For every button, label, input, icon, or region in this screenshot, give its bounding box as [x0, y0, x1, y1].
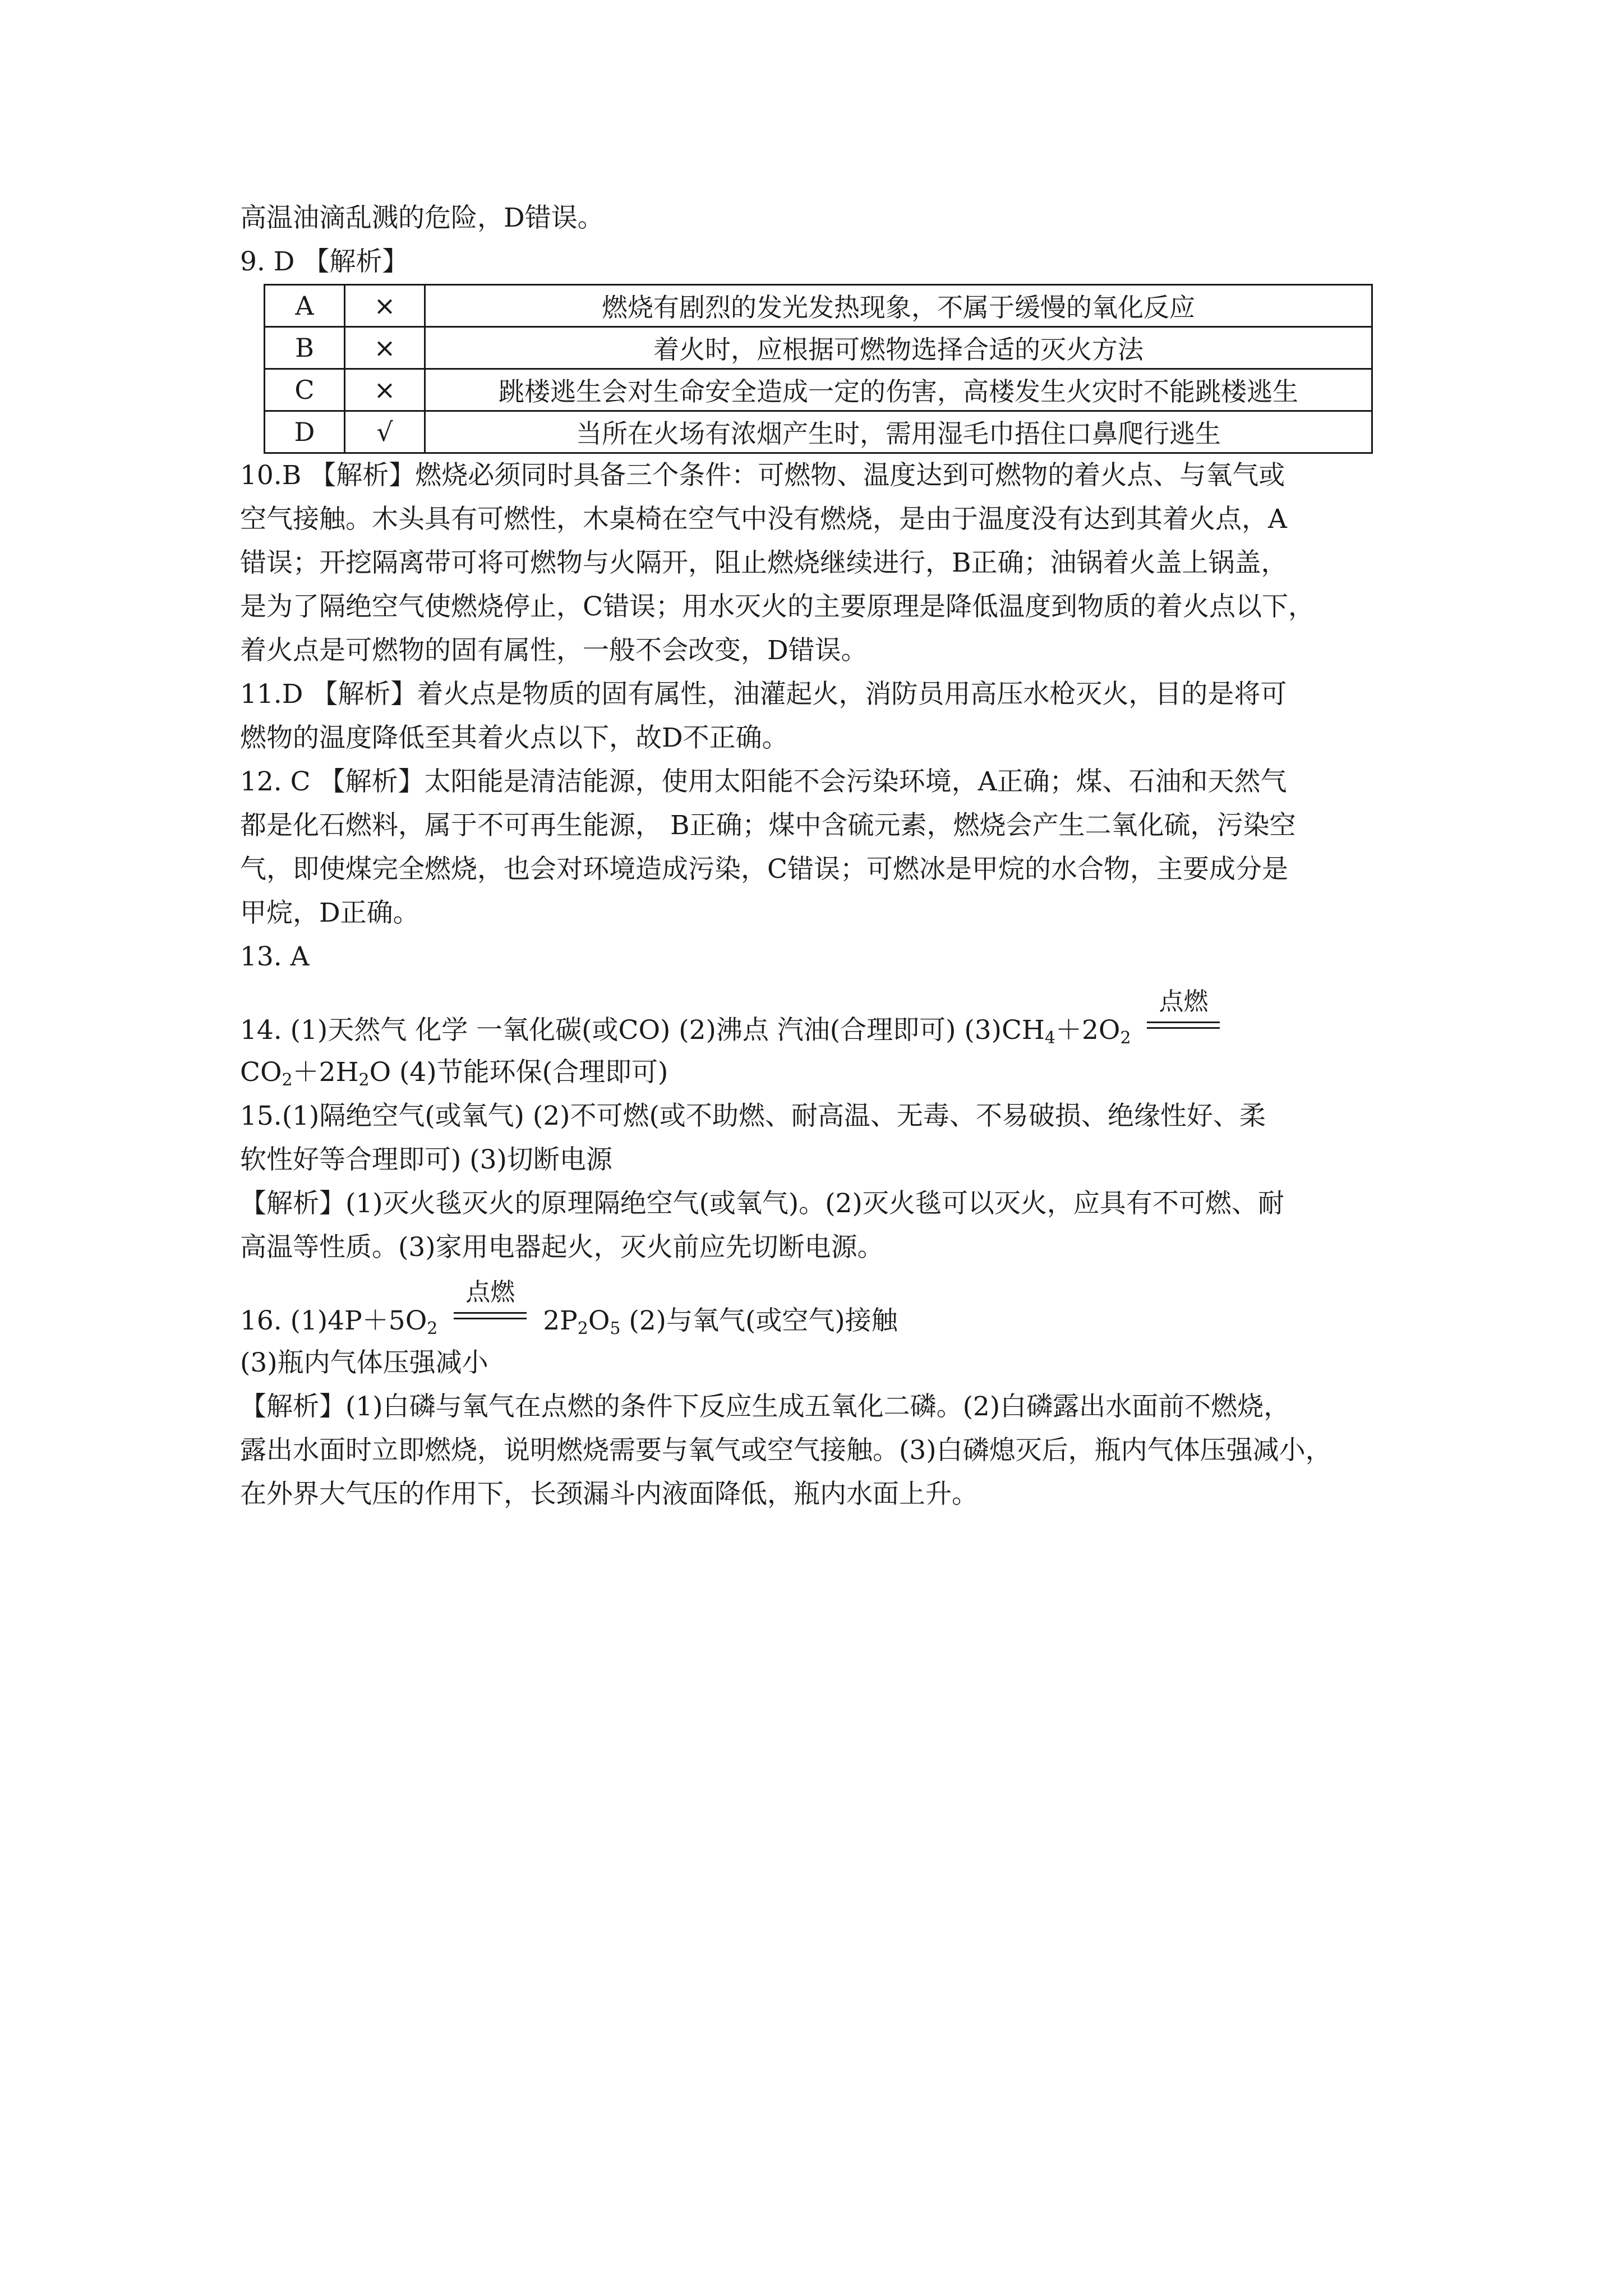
q15-analysis-line: 高温等性质。(3)家用电器起火，灭火前应先切断电源。 [240, 1232, 884, 1263]
text-line: 高温油滴乱溅的危险，D错误。 [240, 203, 604, 233]
table-row [265, 411, 1372, 453]
explanation-cell: 跳楼逃生会对生命安全造成一定的伤害，高楼发生火灾时不能跳楼逃生 [425, 369, 1372, 411]
q9-header: 9. D 【解析】 [240, 246, 409, 277]
judgement-cell: × [345, 327, 425, 369]
q12-line: 甲烷，D正确。 [240, 898, 419, 928]
option-cell: C [265, 369, 345, 411]
q15-line: 15.(1)隔绝空气(或氧气) (2)不可燃(或不助燃、耐高温、无毒、不易破损、绝缘性好、柔 [240, 1101, 1266, 1131]
answer-content [240, 196, 1378, 1516]
q16-line: (3)瓶内气体压强减小 [240, 1347, 488, 1378]
q9-analysis-table [264, 284, 1373, 454]
q15-analysis-line: 【解析】(1)灭火毯灭火的原理隔绝空气(或氧气)。(2)灭火毯可以灭火，应具有不可燃、耐 [240, 1188, 1284, 1219]
q14-line: $CO_2+2H_2O$ (4)节能环保(合理即可) [240, 1057, 668, 1090]
q16-text: 16. (1)4P＋5O [240, 1305, 427, 1336]
judgement-cell: × [345, 369, 425, 411]
q10-line: 是为了隔绝空气使燃烧停止，C错误；用水灭火的主要原理是降低温度到物质的着火点以下， [240, 591, 1315, 622]
reaction-condition-sign [1147, 987, 1220, 1047]
q14-equation-line: 14. (1)天然气 化学 一氧化碳(或CO) (2)沸点 汽油(合理即可) $(3)CH_4+2O_2$ 点燃 [240, 979, 1378, 1051]
q10-line: 着火点是可燃物的固有属性，一般不会改变，D错误。 [240, 635, 868, 666]
option-cell: D [265, 411, 345, 453]
reaction-condition: 点燃 [1159, 987, 1209, 1016]
q16-analysis-line: 露出水面时立即燃烧，说明燃烧需要与氧气或空气接触。(3)白磷熄灭后，瓶内气体压强减小， [240, 1435, 1332, 1466]
q15-line: 软性好等合理即可) (3)切断电源 [240, 1144, 612, 1175]
q16-analysis-line: 在外界大气压的作用下，长颈漏斗内液面降低，瓶内水面上升。 [240, 1479, 978, 1510]
table-row [265, 369, 1372, 411]
table-row [265, 327, 1372, 369]
q16-equation-line: 16. $(1)4P+5O_2$ 点燃 $2P_2O_5$ (2)与氧气(或空气)接触 [240, 1278, 898, 1338]
option-cell: B [265, 327, 345, 369]
q16-analysis-line: 【解析】(1)白磷与氧气在点燃的条件下反应生成五氧化二磷。(2)白磷露出水面前不燃烧， [240, 1391, 1290, 1422]
q10-line: 错误；开挖隔离带可将可燃物与火隔开，阻止燃烧继续进行，B正确；油锅着火盖上锅盖， [240, 547, 1288, 578]
explanation-cell: 着火时，应根据可燃物选择合适的灭火方法 [425, 327, 1372, 369]
q13-line: 13. A [240, 941, 310, 972]
q12-line: 气，即使煤完全燃烧，也会对环境造成污染，C错误；可燃冰是甲烷的水合物，主要成分是 [240, 854, 1288, 885]
q11-line: 11.D 【解析】着火点是物质的固有属性，油灌起火，消防员用高压水枪灭火，目的是将可 [240, 679, 1287, 710]
option-cell: A [265, 285, 345, 327]
q11-line: 燃物的温度降低至其着火点以下，故D不正确。 [240, 723, 789, 753]
q10-line: 10.B 【解析】燃烧必须同时具备三个条件：可燃物、温度达到可燃物的着火点、与氧气或 [240, 460, 1285, 491]
judgement-cell: × [345, 285, 425, 327]
reaction-condition: 点燃 [465, 1278, 515, 1306]
reaction-condition-sign [454, 1278, 527, 1338]
judgement-cell: √ [345, 411, 425, 453]
q14-text: 14. (1)天然气 化学 一氧化碳(或CO) (2)沸点 汽油(合理即可) (3)CH [240, 1015, 1045, 1046]
explanation-cell: 当所在火场有浓烟产生时，需用湿毛巾捂住口鼻爬行逃生 [425, 411, 1372, 453]
table-row [265, 285, 1372, 327]
q10-line: 空气接触。木头具有可燃性，木桌椅在空气中没有燃烧，是由于温度没有达到其着火点，A [240, 504, 1287, 535]
explanation-cell: 燃烧有剧烈的发光发热现象，不属于缓慢的氧化反应 [425, 285, 1372, 327]
q12-line: 12. C 【解析】太阳能是清洁能源，使用太阳能不会污染环境，A正确；煤、石油和天然气 [240, 766, 1287, 797]
q12-line: 都是化石燃料，属于不可再生能源， B正确；煤中含硫元素，燃烧会产生二氧化硫，污染空 [240, 810, 1296, 841]
